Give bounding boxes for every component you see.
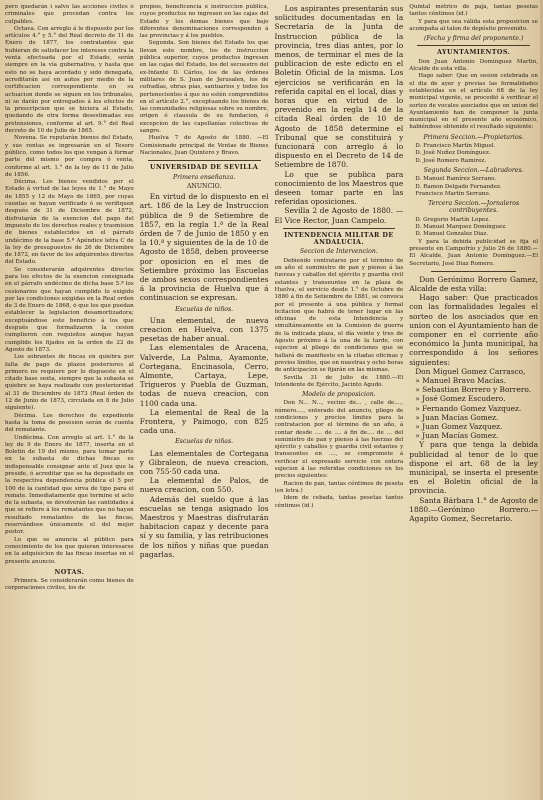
column-2 [140, 4, 269, 800]
section-heading: Tercera Seccion.—Jornaleros contribuyentes. [428, 200, 520, 215]
ninos-heading: Escuelas de niños. [175, 305, 234, 313]
paragraph: Segunda. Son bienes del Estado los que llevan este nombre, los de instruccion pública superior, cuyos productos ingresen en las cajas del Estado, los del secuestro del ex-Infante D. Cárlos, los de las órdenes militares de S. Juan de Jerusalen, los de cofradías, obras pías, santuarios y todos los pertenecientes á que no estén comprendidos en el artículo 2.°, exceptuando los bienes de las comunidades religiosas sobre su nombre, origen ó clausula de su fundacion, ó excepcion de las capellanías colectivas de sangre. [139, 40, 269, 135]
divider [417, 45, 530, 46]
column-1 [5, 4, 134, 800]
paragraph: Don N... N..., vecino de... , calle de...., número...., enterado del anuncio, pliego de condiciones y precios límites para la contratacion por el término de un año, á contar desde .... de .... á fin de.... de ... del suministro de pan y pienso á las fuerzas del ejército y caballos y guardia civil estantes y transeuntes en ...., se compromete á verificar el expresado servicio con entera sujecion á las referidas condiciones en los precios siguientes: [274, 400, 404, 480]
section-heading: Segunda Seccion.—Labradores. [423, 166, 524, 174]
divider [431, 271, 516, 272]
list-item: D. Manuel Gonzalez Diaz. [415, 231, 489, 238]
paragraph: Décima. Los bienes vendidos por el Estado á virtud de las leyes de 1.° de Mayo de 1855 y 12 de Mayo de 1865, por cuyas cuentas se hayan verificado ó se verifiquen después de 31 de Diciembre de 1872, disfrutarán de la exencion del pago del impuesto de los derechos reales y trasmision de bienes establecidos en el párrafo undécimo de la base 5.ª Apéndice letra C de la ley de presupuestos de 26 de Diciembre de 1872, en favor de los adquirentes directos del Estado. [5, 179, 134, 266]
university-subheading: Primera enseñanza. [172, 173, 236, 181]
paragraph: Lo que se publica para conocimiento de los Maestros que deseen tomar parte en las referidas oposiciones. [274, 169, 404, 207]
list-item: D. José Romero Ramirez. [415, 157, 487, 164]
paragraph: Se considerarán adquirentes directos para los efectos de la exencion consignada en el párrafo undécimo de dicha base 5.ª los cesionarios que hayan cumplido lo exigido por las condiciones exigidas en la Real orden de 3 de Enero de 1868, ó que los que puedan establecer la legislacion desamortizadora; exceptuándose este beneficio á los que después que formalizaron la cesion cumplieron con requisitos aunque hayan cumplido los fijados en la orden de 22 de Agosto de 1873. [5, 266, 134, 353]
paragraph: Sevilla 31 de Julio de 1880.—El Intendente de Ejército, Jacinto Agudo. [274, 374, 404, 388]
paragraph: Las elementales de Cortegana y Gibraleon, de nueva creacion, con 755·50 cada una. [139, 448, 269, 477]
intendencia-subheading: Seccion de Intervencion. [299, 248, 378, 256]
paragraph: Novena. Se reputarán bienes del Estado, y sus rentas se ingresarán en el Tesoro público, como todos los que vengan á formar parte del mismo por compra ó venta, conforme al art. 1.° de la ley de 11 de Julio de 1856. [5, 135, 134, 178]
list-item: D. Manuel Ramírez Serrano. [415, 176, 497, 183]
columns [5, 4, 538, 800]
section-heading: Primera Seccion.—Propietarios. [423, 133, 524, 141]
paragraph: Don Juan Antonio Domínguez Martin, Alcalde de esta villa. [409, 58, 538, 73]
list-item: D. José Nuñez Domínguez. [415, 150, 491, 157]
paragraph: pero quedarán i salvo las acciones civiles ó criminales que procedan contra los culpables. [5, 4, 134, 25]
paragraph: Primera. Se considerarán como bienes de corporaciones civiles, los de [5, 578, 134, 592]
list-item: Francisco Martín Serrano. [415, 190, 491, 197]
paragraph: Undécima. Con arreglo al art. 1.° de la ley de 9 de Enero de 1877, inserta en el Boletin de 19 del mismo, para tomar parte en la subasta de dichas fincas es indispensable consignar ante el Juez que la preside, ó acreditar que se ha depositado en la respectiva dependencia pública el 5 por 100 de la cantidad que sirva de tipo para el remate. Inmediatamente que termine el acto de la subasta, se devolverán las cantidades á que se refiere á los rematantes que no hayan resultado rematantes de las fincas, reservándose únicamente el del mejor postor. [5, 434, 134, 536]
paragraph: propios, beneficencia é instruccion pública, cuyos productos no ingresen en las cajas del Estado y los demas bienes que bajo diferentes denominaciones corresponden á las provincias y á los pueblos. [139, 4, 269, 40]
paragraph: En virtud de lo dispuesto en el art. 186 de la Ley de Instruccion pública de 9 de Setiembre de 1857, en la regla 1.ª de la Real órden de 7 de Junio de 1850 y en la 10.ª y siguientes de la de 10 de Agosto de 1858, deben proveerse por oposicion en el mes de Setiembre próximo las Escuelas de ambos sexos correspondientes á la provincia de Huelva que á continuacion se expresan. [139, 192, 269, 303]
university-heading: UNIVERSIDAD DE SEVILLA [150, 163, 259, 172]
paragraph: Debiendo contratarse por el término de un año el suministro de pan y pienso á las fuerzas y caballos del ejército y guardia civil estantes y transeuntes en la plaza de Huelva, el servicio desde 1.° de Octubre de 1880 á fin de Setiembre de 1881, se convoca por el presente á una pública y formal licitacion que habrá de tener lugar en las oficinas de esta Intendencia y simultáneamente en la Comision de guerra de la indicada plaza, el día veinte y tres de Agosto próximo á la una de la tarde, con sujecion al pliego de condiciones que se hallará de manifiesto en la citadas oficinas y previos límites, que en nuestras y ocho horas de anticipacion se fijarán en las mismas. [274, 257, 404, 374]
list-item: D. Francisco Martín Miguel. [415, 143, 496, 150]
paragraph: Santa Bárbara 1.° de Agosto de 1880.—Gerónimo Borrero.—Agapito Gomez, Secretario. [409, 495, 538, 524]
list-item: » Sebastian Borrero y Borrero. [415, 385, 532, 395]
list-item: » Manuel Bravo Macías. [415, 376, 507, 386]
column-4 [409, 4, 538, 800]
paragraph: Los aspirantes presentarán sus solicitudes documentadas en la Secretaría de la Junta de Instruccion pública de la provincia, tres dias antes, por lo menos, de terminar el mes de la publicacion de este edicto en el Boletin Oficial de la misma. Los ejercicios se verificarán en la referida capital en el local, dias y horas que en virtud de lo prevenido en la regla 14 de la citada Real órden de 10 de Agosto de 1858 determine el Tribunal que se constituirá y funcionará con arreglo á lo dispuesto en el Decreto de 14 de Setiembre de 1870. [274, 4, 404, 170]
paragraph: Además del sueldo que á las escuelas se tenga asignado los Maestros y Maestras disfrutarán habitacion capaz y decente para sí y su familia, y las retribuciones de los niños y niñas que puedan pagarlas. [139, 494, 269, 559]
modelo-heading: Modelo de proposicion. [302, 391, 376, 399]
paragraph: Octava. Con arreglo á lo dispuesto por los artículos 4.° y 5.° del Real decreto de 11 de Enero de 1877, los contratantes que hubieran de satisfacer los intereses contra la venta efectuada por el Estado, serán siempre en la vía gubernativa, y hasta que esto no se haya acordado y sido denegada, acreditarán así en autos por medio de la certificacion correspondiente en su actuacion donde se siguen en los tribunales, ni se darán por entregados á los efectos de la prescripcion que se hiciera al Estado, quedando de otra forma desestimadas sus pretensiones, conforme al art. 9.° del Real decreto de 10 de Julio de 1865. [5, 25, 134, 135]
notas-heading: NOTAS. [54, 567, 85, 576]
paragraph: La elemental de Real de la Frontera, y Paimogo, con 825 cada una. [139, 407, 269, 436]
list-item: » José Gomez Escudero. [415, 394, 506, 404]
divider [283, 228, 396, 229]
paragraph: Don Gerónimo Borrero Gamez, Alcalde de esta villa: [409, 274, 538, 293]
paragraph: Quintal métrico de paja, tantas pesetas tantos céntimos (id.) [409, 4, 538, 18]
paragraph: Hago saber: Que en sesion celebrada en el dia de ayer y previas las formalidades establecidas en el artículo 68 de la ley municipal vigente, se procedió á verificar el sorteo de vocales asociados que en union del Ayuntamiento han de componer la junta municipal en el presente año económico, habiéndose obtenido el resultado siguiente: [409, 73, 538, 131]
list-item: D. Manuel Marquez Domínguez. [415, 224, 507, 231]
list-item: » Fernando Gomez Vazquez. [415, 403, 522, 413]
paragraph: Las elementales de Aracena, Valverde, La Palma, Ayamonte, Cortegana, Encinasola, Cerro, Almonte, Cartaya, Lepe, Trigueros y Puebla de Guzman, todas de nueva creacion, con 1100 cada una. [139, 343, 269, 408]
list-item: » Juan Gomez Vazquez. [415, 422, 503, 432]
paragraph: Y para que sea válida esta proposicion se acompaña al talon de depósito prevenido. [409, 18, 538, 32]
paragraph: Décima. Los derechos de expediente hasta la toma de posesion serán de cuenta del rematante. [5, 412, 134, 434]
divider [148, 160, 261, 161]
paragraph: Los sobrantes de fincas en quiebra por falta de pago de plazos posteriores al primero no requiere por lo dispuesto en el citado base sexta, siempre que la subasta se quiebre se haya realizado con posterioridad al 31 de Diciembre de 1873 (Real órden de 12 de Junio de 1873, circulada en 8 de Julio siguiente). [5, 354, 134, 412]
list-item: D. Gregorio Martín Lopez. [415, 216, 490, 223]
paragraph: Racion de pan, tantas céntimos de peseta (en letra.) [274, 480, 404, 494]
ayuntamientos-heading: AYUNTAMIENTOS. [436, 48, 511, 57]
list-item: D. Ramon Delgado Fernandez. [415, 183, 502, 190]
intendencia-heading: INTENDENCIA MILITAR DE ANDALUCIA. [284, 230, 394, 247]
list-item: » Juan Macías Gomez. [415, 412, 499, 422]
paragraph: Huelva 7 de Agosto de 1880. —El Comisionado principal de Ventas de Bienes Nacionales, Juan Quintero y Bravo. [139, 135, 269, 156]
fecha-firma: (Fecha y firma del proponente.) [423, 35, 524, 43]
paragraph: Hago saber: Que practicados con las formalidades legales el sorteo de los asociados que en union con el Ayuntamiento han de componer en el corriente año económico la Junta municipal, ha correspondido á los señores siguientes: [409, 293, 538, 367]
column-3 [275, 4, 404, 800]
list-item: Don Miguel Gomez Carrasco, [415, 366, 526, 376]
paragraph: Una elemental, de nueva creacion en Huelva, con 1375 pesetas de haber anual. [139, 315, 269, 344]
anuncio-heading: ANUNCIO. [186, 182, 222, 190]
paragraph: Idem de cebada, tantas pesetas tantos céntimos (id.) [274, 495, 404, 509]
paragraph: Sevilla 2 de Agosto de 1880. —El Vice Rector, Juan Campelo. [274, 206, 404, 225]
paragraph: La elemental de Palos, de nueva creacion, con 550. [139, 476, 269, 495]
paragraph: Y para la debida publicidad se fija el presente en Campofrío y Julio 26 de 1880.—El Alcalde, Juan Antonio Domínguez.—El Secretario, José Diaz Romero. [409, 238, 538, 267]
list-item: » Juan Macías Gomez. [415, 431, 499, 441]
paragraph: Lo que se anuncia al público para conocimiento de los que quieran interesarse en la adquisicion de las fincas insertas en el presente anuncio. [5, 536, 134, 565]
paragraph: Y para que tenga la debida publicidad al tenor de lo que dispone el art. 68 de la ley municipal, se inserta el presente en el Boletin oficial de la provincia. [409, 440, 538, 496]
ninas-heading: Escuelas de niñas. [175, 438, 234, 446]
